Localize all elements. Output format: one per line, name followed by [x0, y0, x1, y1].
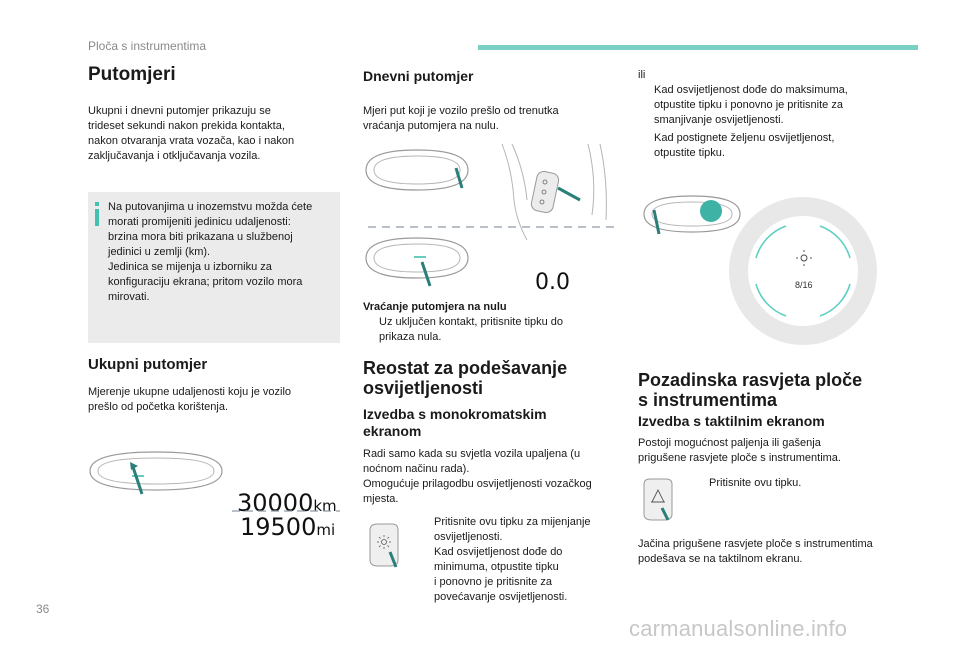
- subtitle-monochrome: Izvedba s monokromatskim ekranom: [363, 406, 547, 439]
- brightness-bullet-1: Pritisnite ovu tipku za mijenjanje osvijetljenosti.: [434, 516, 591, 543]
- desired-brightness-bullet: Kad postignete željenu osvijetljenost, otpustite tipku.: [654, 132, 835, 159]
- reset-bullet: Uz uključen kontakt, pritisnite tipku do prikaza nula.: [379, 316, 564, 343]
- backlight-button-icon: [640, 476, 680, 522]
- running-header: Ploča s instrumentima: [88, 39, 207, 53]
- odometer-mi-display: 19500mi: [240, 513, 336, 541]
- section-title-backlight: Pozadinska rasvjeta ploče s instrumentima: [638, 370, 863, 410]
- backlight-final-text: Jačina prigušene rasvjete ploče s instrumentima podešava se na taktilnom ekranu.: [638, 538, 873, 565]
- page-number: 36: [36, 602, 50, 616]
- dial-level-label: 8/16: [795, 280, 813, 290]
- trip-cluster-illustration: [362, 140, 617, 300]
- monochrome-text: Radi samo kada su svjetla vozila upaljena (u noćnom načinu rada). Omogućuje prilagodbu osvijetljenosti vozačkog mjesta.: [363, 448, 592, 505]
- instrument-cluster-illustration: [86, 446, 226, 496]
- pointer-arrow-icon: [128, 462, 148, 498]
- subtitle-touchscreen: Izvedba s taktilnim ekranom: [638, 413, 825, 429]
- watermark: carmanualsonline.info: [629, 616, 848, 641]
- info-icon: [95, 202, 99, 226]
- section-title-rheostat: Reostat za podešavanje osvijetljenosti: [363, 358, 568, 398]
- section-title-odometers: Putomjeri: [88, 64, 176, 85]
- brightness-bullet-2: Kad osvijetljenost dođe do minimuma, otpustite tipku i ponovno je pritisnite za povećavanje osvijetljenosti.: [434, 546, 568, 603]
- trip-value-display: 0.0: [535, 270, 570, 295]
- subtitle-total-odometer: Ukupni putomjer: [88, 356, 208, 373]
- backlight-bullet: Pritisnite ovu tipku.: [709, 477, 802, 489]
- trip-odometer-text: Mjeri put koji je vozilo prešlo od trenutka vraćanja putomjera na nulu.: [363, 105, 559, 132]
- brightness-button-icon: [366, 520, 406, 568]
- or-text: ili: [638, 69, 646, 81]
- total-odometer-text: Mjerenje ukupne udaljenosti koju je vozilo prešlo od početka korištenja.: [88, 386, 292, 413]
- touchscreen-text: Postoji mogućnost paljenja ili gašenja prigušene rasvjete ploče s instrumentima.: [638, 437, 841, 464]
- odometers-intro: Ukupni i dnevni putomjer prikazuju se trideset sekundi nakon prekida kontakta, nakon otvaranja vrata vozača, kao i nakon zaključavanja i otključavanja vozila.: [88, 105, 295, 162]
- brightness-dial-icon: [728, 196, 878, 346]
- max-brightness-bullet: Kad osvijetljenost dođe do maksimuma, otpustite tipku i ponovno je pritisnite za smanjivanje osvijetljenosti.: [654, 84, 848, 126]
- odometer-km-display: 30000km: [237, 489, 337, 517]
- info-text: Na putovanjima u inozemstvu možda ćete morati promijeniti jedinicu udaljenosti: brzina mora biti prikazana u službenoj jedinici u zemlji (km). Jedinica se mijenja u izborniku za konfiguraciju ekrana; pritom vozilo mora mirovati.: [108, 201, 313, 303]
- header-accent-bar: [478, 45, 918, 50]
- section-title-trip-odometer: Dnevni putomjer: [363, 68, 474, 84]
- reset-title: Vraćanje putomjera na nulu: [363, 301, 507, 313]
